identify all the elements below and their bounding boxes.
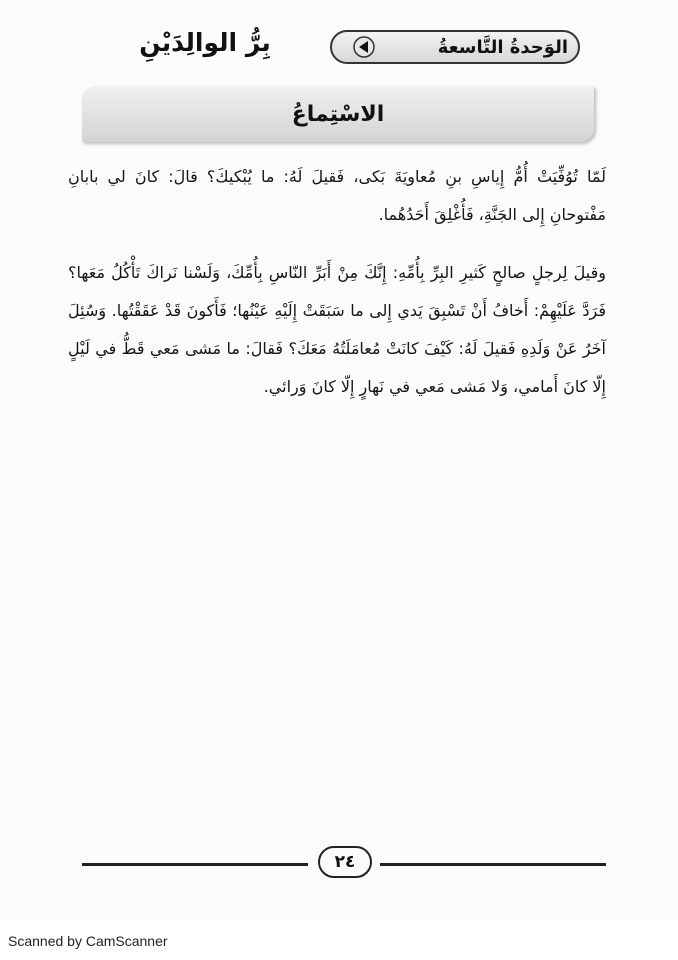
- play-triangle-icon: [352, 35, 376, 59]
- section-title: الاسْتِماعُ: [291, 101, 385, 127]
- paragraph-1: لَمّا تُوُفِّيَتْ أُمُّ إِياسِ بنِ مُعاويَةَ بَكى، فَقيلَ لَهُ: ما يُبْكيكَ؟ قالَ: كانَ لي بابانِ مَفْتوحانِ إِلى الجَنَّةِ، فَأُغْلِقَ أَحَدُهُما.: [68, 167, 606, 224]
- scanner-watermark: Scanned by CamScanner: [8, 933, 168, 949]
- unit-header-pill: [330, 30, 580, 64]
- page-number: ٢٤: [318, 846, 372, 878]
- section-banner: [82, 86, 594, 142]
- unit-title: الوَحدةُ التَّاسعةُ: [437, 36, 568, 58]
- lesson-title: بِرُّ الوالِدَيْنِ: [139, 28, 271, 57]
- footer-rule-right: [380, 863, 606, 866]
- paragraph-2: وقيلَ لِرجلٍ صالحٍ كَثيرِ البِرِّ بِأُمِّهِ: إِنَّكَ مِنْ أَبَرِّ النّاسِ بِأُمِّكَ، وَلَسْنا نَراكَ تَأْكُلُ مَعَها؟ فَرَدَّ عَلَيْهِمْ: أَخافُ أَنْ تَسْبِقَ يَدي إِلى ما سَبَقَتْ إِلَيْهِ عَيْنُها؛ فَأَكونَ قَدْ عَقَقْتُها. وَسُئِلَ آخَرُ عَنْ وَلَدِهِ فَقيلَ لَهُ: كَيْفَ كانَتْ مُعامَلَتُهُ مَعَكَ؟ فَقالَ: ما مَشى مَعي قَطُّ في لَيْلٍ إِلّا كانَ أَمامي، وَلا مَشى مَعي في نَهارٍ إِلّا كانَ وَرائي.: [68, 263, 606, 396]
- footer-rule-left: [82, 863, 308, 866]
- listening-passage: [68, 158, 606, 426]
